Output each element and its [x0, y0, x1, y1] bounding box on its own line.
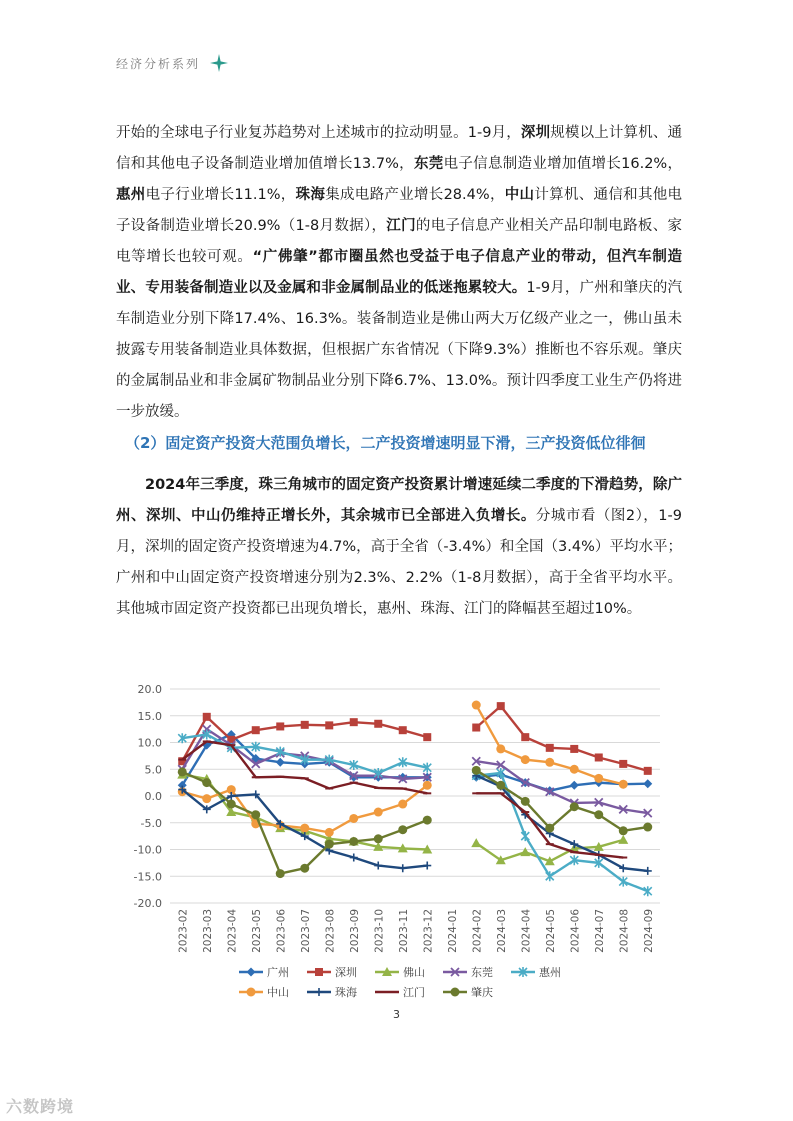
para1-text-7: 的电子信息产业相关产品印制电路板、家电等增长也较可观。 — [116, 218, 683, 265]
data-point — [619, 826, 628, 835]
data-point — [545, 758, 554, 767]
legend-swatch — [374, 987, 400, 997]
x-tick-label: 2024-03 — [495, 909, 508, 953]
data-point — [595, 753, 603, 761]
page-number: 3 — [393, 1008, 400, 1021]
series-title: 经济分析系列 — [116, 56, 201, 71]
data-point — [315, 988, 323, 996]
data-point — [423, 781, 432, 790]
paragraph-investment — [116, 470, 682, 625]
data-point — [423, 816, 432, 825]
legend-label: 中山 — [267, 986, 289, 999]
data-point — [570, 781, 579, 790]
para1-bold-zhuhai: 珠海 — [295, 187, 326, 203]
legend-item — [374, 964, 442, 980]
data-point — [644, 867, 652, 875]
legend-swatch — [306, 967, 332, 977]
y-tick-labels — [134, 683, 162, 910]
data-point — [227, 800, 236, 809]
x-tick-label: 2023-11 — [397, 909, 410, 953]
data-point — [546, 744, 554, 752]
para1-bold-summary: “广佛肇”都市圈虽然也受益于电子信息产业的带动，但汽车制造业、专用装备制造业以及金属和非金属制品业的低迷拖累较大。 — [116, 249, 683, 296]
data-point — [349, 837, 358, 846]
data-point — [276, 722, 284, 730]
data-point — [315, 968, 323, 976]
data-point — [300, 864, 309, 873]
data-point — [570, 840, 578, 848]
data-point — [496, 744, 505, 753]
legend-item — [510, 964, 578, 980]
data-point — [471, 838, 481, 847]
para1-bold-huizhou: 惠州 — [116, 187, 146, 203]
x-tick-label: 2023-03 — [201, 909, 214, 953]
y-tick-label: 10.0 — [137, 736, 162, 750]
para1-text-3: 电子信息制造业增加值增长16.2%， — [443, 156, 683, 172]
series-lines — [177, 701, 652, 897]
para1-bold-zhongshan: 中山 — [504, 187, 535, 203]
y-tick-label: 20.0 — [137, 683, 162, 696]
data-point — [423, 862, 431, 870]
data-point — [349, 814, 358, 823]
legend-item — [238, 964, 306, 980]
data-point — [521, 733, 529, 741]
data-point — [521, 755, 530, 764]
legend-item — [238, 984, 306, 1000]
data-point — [644, 767, 652, 775]
data-point — [619, 760, 627, 768]
data-point — [398, 825, 407, 834]
sparkle-icon — [210, 54, 228, 72]
data-point — [643, 823, 652, 832]
data-point — [350, 854, 358, 862]
x-tick-label: 2023-07 — [299, 909, 312, 953]
series-7 — [178, 772, 652, 875]
legend-item — [442, 984, 510, 1000]
series-1 — [178, 730, 653, 795]
legend-label: 广州 — [267, 966, 289, 979]
data-point — [472, 701, 481, 710]
y-tick-label: -20.0 — [133, 897, 162, 910]
investment-line-chart — [120, 675, 680, 1005]
legend-swatch — [306, 987, 332, 997]
y-tick-label: 0.0 — [144, 790, 162, 803]
data-point — [374, 834, 383, 843]
x-tick-label: 2023-09 — [348, 909, 361, 953]
legend-item — [374, 984, 442, 1000]
data-point — [276, 758, 285, 767]
data-point — [300, 824, 309, 833]
data-point — [618, 835, 628, 844]
legend-label: 深圳 — [335, 966, 357, 979]
data-point — [643, 779, 652, 788]
para1-text-2: 规模以上计算机、通信和其他电子设备制造业增加值增长13.7%， — [116, 125, 683, 172]
data-point — [325, 840, 334, 849]
y-tick-label: -5.0 — [140, 816, 162, 830]
x-tick-label: 2023-02 — [177, 909, 190, 953]
data-point — [472, 766, 481, 775]
x-tick-label: 2023-06 — [275, 909, 288, 953]
para2-bold-lead: 2024年三季度，珠三角城市的固定资产投资累计增速延续二季度的下滑趋势，除广州、深圳、中山仍维持正增长外，其余城市已全部进入负增长。 — [116, 477, 682, 524]
data-point — [497, 702, 505, 710]
y-tick-label: -10.0 — [133, 843, 162, 857]
data-point — [570, 765, 579, 774]
data-point — [496, 781, 505, 790]
data-point — [594, 774, 603, 783]
data-point — [570, 802, 579, 811]
legend-label: 江门 — [403, 986, 425, 999]
legend-label: 肇庆 — [471, 986, 493, 999]
data-point — [325, 721, 333, 729]
legend-row — [238, 962, 578, 982]
data-point — [374, 808, 383, 817]
data-point — [374, 862, 382, 870]
y-tick-label: 15.0 — [137, 709, 162, 723]
x-tick-label: 2024-09 — [642, 909, 655, 953]
legend-item — [306, 964, 374, 980]
legend-swatch — [238, 987, 264, 997]
watermark: 六数跨境 — [6, 1097, 75, 1116]
data-point — [472, 724, 480, 732]
x-tick-label: 2024-08 — [618, 909, 631, 953]
data-point — [178, 767, 187, 776]
series-6 — [178, 701, 628, 837]
data-point — [276, 869, 285, 878]
data-point — [520, 847, 530, 856]
para1-text-4: 电子行业增长11.1%， — [145, 187, 296, 203]
legend-swatch — [374, 967, 400, 977]
data-point — [594, 810, 603, 819]
data-point — [251, 810, 260, 819]
chart-legend — [238, 962, 578, 1002]
legend-row — [238, 982, 578, 1002]
x-tick-label: 2023-08 — [324, 909, 337, 953]
para1-bold-jiangmen: 江门 — [386, 218, 416, 234]
series-line — [182, 729, 427, 779]
paragraph-industrial — [116, 118, 682, 428]
x-tick-label: 2024-07 — [593, 909, 606, 953]
x-tick-label: 2024-04 — [520, 909, 533, 953]
data-point — [301, 721, 309, 729]
x-tick-label: 2023-12 — [422, 909, 435, 953]
y-tick-label: 5.0 — [144, 763, 162, 777]
data-point — [202, 778, 211, 787]
para1-bold-shenzhen: 深圳 — [520, 125, 551, 141]
data-point — [521, 797, 530, 806]
data-point — [350, 718, 358, 726]
data-point — [545, 824, 554, 833]
legend-label: 东莞 — [471, 966, 493, 979]
data-point — [570, 745, 578, 753]
para1-text-8: 1-9月，广州和肇庆的汽车制造业分别下降17.4%、16.3%。装备制造业是佛山两大万亿级产业之一，佛山虽未披露专用装备制造业具体数据，但根据广东省情况（下降9.3%）推断也不容乐观。肇庆的金属制品业和非金属矿物制品业分别下降6.7%、13.0%。预计四季度工业生产仍将进一步放缓。 — [116, 280, 683, 420]
x-tick-label: 2024-02 — [471, 909, 484, 953]
data-point — [423, 733, 431, 741]
page-header — [116, 54, 228, 72]
x-tick-labels — [177, 909, 655, 953]
data-point — [247, 988, 256, 997]
data-point — [399, 864, 407, 872]
legend-label: 佛山 — [403, 966, 425, 979]
legend-swatch — [238, 967, 264, 977]
legend-swatch — [442, 987, 468, 997]
para1-text-1: 开始的全球电子行业复苏趋势对上述城市的拉动明显。1-9月， — [116, 125, 521, 141]
para1-text-6: 计算机、通信和其他电子设备制造业增长20.9%（1-8月数据）， — [116, 187, 683, 234]
legend-label: 珠海 — [335, 986, 357, 999]
data-point — [202, 794, 211, 803]
data-point — [325, 828, 334, 837]
x-tick-label: 2023-05 — [250, 909, 263, 953]
x-tick-label: 2024-05 — [544, 909, 557, 953]
para2-text: 分城市看（图2），1-9月，深圳的固定资产投资增速为4.7%，高于全省（-3.4%）和全国（3.4%）平均水平；广州和中山固定资产投资增速分别为2.3%、2.2%（1-8月数据），高于全省平均水平。其他城市固定资产投资都已出现负增长，惠州、珠海、江门的降幅甚至超过10%。 — [116, 508, 682, 617]
legend-item — [442, 964, 510, 980]
para1-bold-dongguan: 东莞 — [413, 156, 444, 172]
data-point — [398, 800, 407, 809]
data-point — [247, 968, 256, 977]
x-tick-label: 2024-01 — [446, 909, 459, 953]
data-point — [619, 780, 628, 789]
x-tick-label: 2024-06 — [569, 909, 582, 953]
data-point — [252, 726, 260, 734]
x-tick-label: 2023-04 — [226, 909, 239, 953]
data-point — [203, 713, 211, 721]
para1-text-5: 集成电路产业增长28.4%， — [325, 187, 505, 203]
data-point — [374, 720, 382, 728]
y-tick-label: -15.0 — [133, 870, 162, 884]
x-tick-label: 2023-10 — [373, 909, 386, 953]
legend-label: 惠州 — [539, 966, 561, 979]
legend-swatch — [510, 967, 536, 977]
data-point — [399, 726, 407, 734]
data-point — [521, 831, 529, 841]
data-point — [451, 988, 460, 997]
section-heading: （2）固定资产投资大范围负增长，二产投资增速明显下滑，三产投资低位徘徊 — [125, 434, 646, 452]
legend-swatch — [442, 967, 468, 977]
legend-item — [306, 984, 374, 1000]
